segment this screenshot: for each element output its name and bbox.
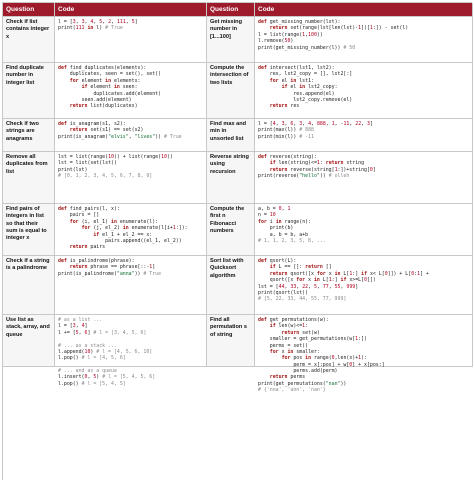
question-cell: Check if two strings are anagrams <box>3 119 55 152</box>
code-cell <box>255 256 473 315</box>
code-snippet: a, b = 0, 1 n = 10 for i in range(n): print(b) a, b = b, a+b # 1, 1, 2, 3, 5, 8, ... <box>258 206 326 244</box>
question-cell: Compute the first n Fibonacci numbers <box>207 204 255 256</box>
code-cell <box>255 119 473 152</box>
code-cell <box>255 204 473 256</box>
code-snippet: l = [3, 3, 4, 5, 2, 111, 5] print(111 in l) # True <box>58 19 138 32</box>
code-cell <box>255 17 473 63</box>
code-cell <box>55 17 207 63</box>
code-cell <box>255 152 473 204</box>
question-cell: Use list as stack, array, and queue <box>3 315 55 367</box>
header-code-right: Code <box>255 3 473 17</box>
code-snippet: def find_pairs(l, x): pairs = [] for (i, el_1) in enumerate(l): for (j, el_2) in enumerate(l[i+1:]): if el_1 + el_2 == x: pairs.append((el_1, el_2)) return pairs <box>58 206 188 251</box>
code-snippet: def find_duplicates(elements): duplicates, seen = set(), set() for element in elements: if element in seen: duplicates.add(element) seen.add(element) return list(duplicates) <box>58 65 162 110</box>
header-code-left: Code <box>55 3 207 17</box>
question-cell: Check if a string is a palindrome <box>3 256 55 315</box>
code-snippet: lst = list(range(10)) + list(range(10)) lst = list(set(lst)) print(lst) # [0, 1, 2, 3, 4, 5, 6, 7, 8, 9] <box>58 154 173 180</box>
question-cell: Compute the intersection of two lists <box>207 63 255 119</box>
code-snippet: l = [4, 3, 6, 3, 4, 888, 1, -11, 22, 3] print(max(l)) # 888 print(min(l)) # -11 <box>258 121 373 140</box>
question-cell: Find max and min in unsorted list <box>207 119 255 152</box>
question-cell: Reverse string using recursion <box>207 152 255 204</box>
question-cell: Find duplicate number in integer list <box>3 63 55 119</box>
code-cell <box>255 315 473 394</box>
code-snippet: def is_palindrome(phrase): return phrase == phrase[::-1] print(is_palindrome("anna")) # True <box>58 258 162 277</box>
question-cell: Find all permutation s of string <box>207 315 255 367</box>
code-cell <box>55 256 207 315</box>
header-question-right: Question <box>207 3 255 17</box>
question-cell: Remove all duplicates from list <box>3 152 55 204</box>
code-cell <box>55 152 207 204</box>
code-snippet: def get_permutations(w): if len(w)<=1: return set(w) smaller = get_permutations(w[1:]) perms = set() for x in smaller: for pos in range(0,len(x)+1): perm = x[:pos] + w[0] + x[pos:] perms.add(perm) return perms print(get_permutations("nan")) # {'nna', 'ann', 'nan'} <box>258 317 385 394</box>
question-cell: Find pairs of integers in list so that their sum is equal to integer x <box>3 204 55 256</box>
code-cell <box>55 315 207 387</box>
question-cell: Get missing number in [1...100] <box>207 17 255 63</box>
code-snippet: def reverse(string): if len(string)<=1: return string return reverse(string[1:])+string[0] print(reverse("hello")) # olleh <box>258 154 376 180</box>
code-snippet: def qsort(L): if L == []: return [] return qsort([x for x in L[1:] if x< L[0]]) + L[0:1] + qsort([x for x in L[1:] if x>=L[0]]) lst = [44, 33, 22, 5, 77, 55, 999] print(qsort(lst)) # [5, 22, 33, 44, 55, 77, 999] <box>258 258 429 303</box>
code-snippet: def intersect(lst1, lst2): res, lst2_copy = [], lst2[:] for el in lst1: if el in lst2_copy: res.append(el) lst2_copy.remove(el) return res <box>258 65 353 110</box>
code-snippet: def is_anagram(s1, s2): return set(s1) == set(s2) print(is_anagram("elvis", "lives")) # True <box>58 121 182 140</box>
code-cell <box>55 63 207 119</box>
cheat-sheet-table <box>2 2 472 480</box>
header-question-left: Question <box>3 3 55 17</box>
question-cell: Sort list with Quicksort algorithm <box>207 256 255 315</box>
code-snippet: # as a list ... l = [3, 4] l += [5, 6] # l = [3, 4, 5, 6] # ... as a stack ... l.append(10) # l = [4, 5, 6, 10] l.pop() # l = [4, 5, 6] # ... and as a queue l.insert(0, 5) # l = [5, 4, 5, 6] l.pop() # l = [5, 4, 5] <box>58 317 156 387</box>
code-cell <box>55 119 207 152</box>
question-cell: Check if list contains integer x <box>3 17 55 63</box>
code-cell <box>255 63 473 119</box>
code-cell <box>55 204 207 256</box>
code-snippet: def get_missing_number(lst): return set(range(lst[len(lst)-1])[1:]) - set(l) l = list(range(1,100)) l.remove(50) print(get_missing_number(l)) # 50 <box>258 19 409 51</box>
